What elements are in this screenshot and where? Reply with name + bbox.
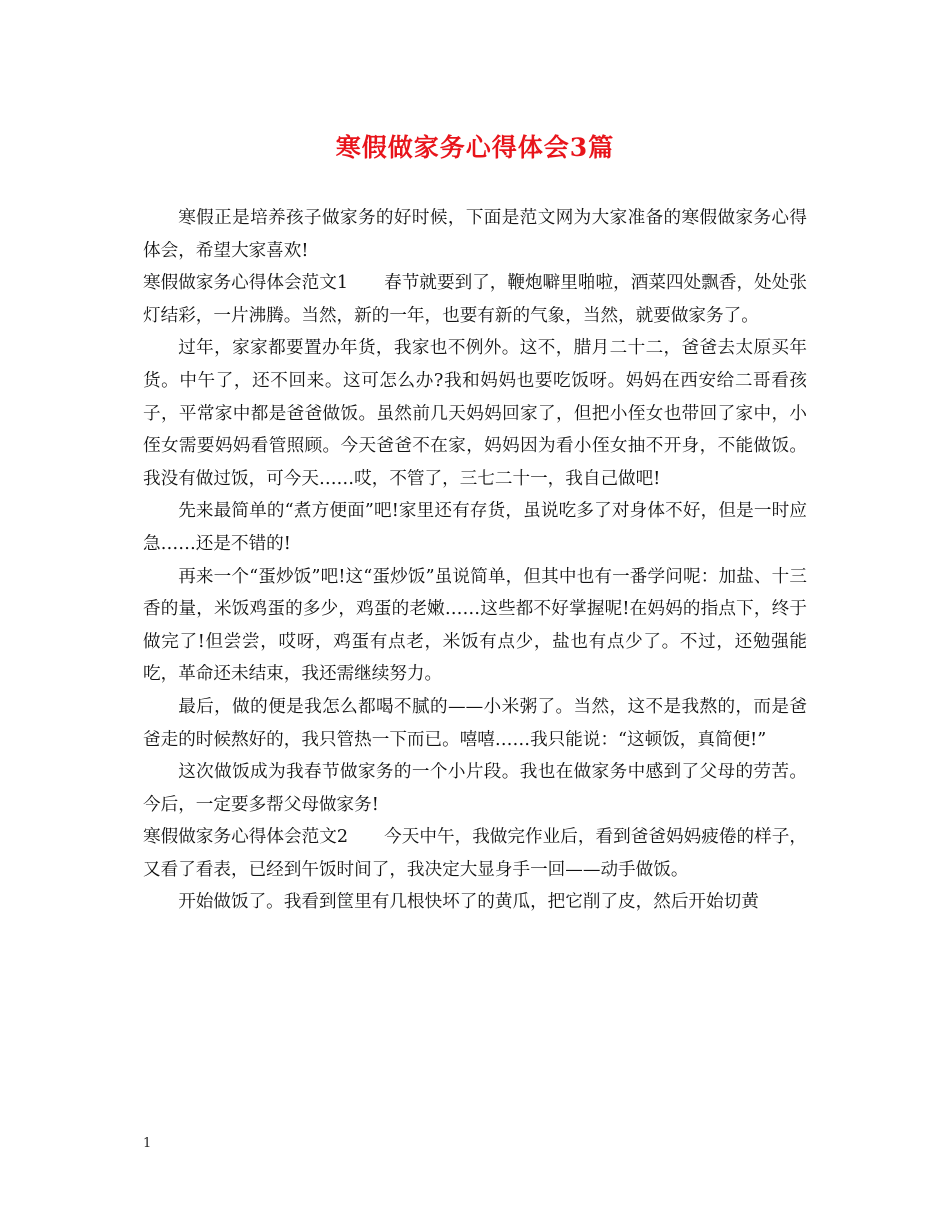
body-paragraph: 这次做饭成为我春节做家务的一个小片段。我也在做家务中感到了父母的劳苦。今后，一定要多帮父母做家务! [143, 762, 807, 815]
body-paragraph: 开始做饭了。我看到筐里有几根快坏了的黄瓜，把它削了皮，然后开始切黄 [178, 892, 759, 913]
document-title: 寒假做家务心得体会3篇 [335, 133, 615, 162]
body-paragraph: 最后，做的便是我怎么都喝不腻的——小米粥了。当然，这不是我熬的，而是爸爸走的时候熬好的，我只管热一下而已。嘻嘻……我只能说：“这顿饭，真简便!” [143, 696, 807, 750]
body-paragraph: 再来一个“蛋炒饭”吧!这“蛋炒饭”虽说简单，但其中也有一番学问呢：加盐、十三香的量，米饭鸡蛋的多少，鸡蛋的老嫩……这些都不好掌握呢!在妈妈的指点下，终于做完了!但尝尝，哎呀，鸡蛋有点老，米饭有点少，盐也有点少了。不过，还勉强能吃，革命还未结束，我还需继续努力。 [143, 566, 807, 685]
document-body [143, 202, 807, 919]
intro-paragraph: 寒假正是培养孩子做家务的好时候，下面是范文网为大家准备的寒假做家务心得体会，希望大家喜欢! [143, 208, 807, 261]
section-1-lead: 春节就要到了，鞭炮噼里啪啦，酒菜四处飘香，处处张灯结彩，一片沸腾。当然，新的一年，也要有新的气象，当然，就要做家务了。 [143, 273, 807, 326]
section-2-heading: 寒假做家务心得体会范文2 [143, 827, 349, 848]
section-2-paragraph [143, 821, 807, 886]
body-paragraph: 先来最简单的“煮方便面”吧!家里还有存货，虽说吃多了对身体不好，但是一时应急……还是不错的! [143, 501, 807, 554]
section-1-paragraph [143, 267, 807, 332]
section-1-heading: 寒假做家务心得体会范文1 [143, 273, 349, 294]
body-paragraph: 过年，家家都要置办年货，我家也不例外。这不，腊月二十二，爸爸去太原买年货。中午了，还不回来。这可怎么办?我和妈妈也要吃饭呀。妈妈在西安给二哥看孩子，平常家中都是爸爸做饭。虽然前几天妈妈回家了，但把小侄女也带回了家中，小侄女需要妈妈看管照顾。今天爸爸不在家，妈妈因为看小侄女抽不开身，不能做饭。我没有做过饭，可今天……哎，不管了，三七二十一，我自己做吧! [143, 338, 807, 489]
page-number: 1 [143, 1136, 152, 1151]
section-2-lead: 今天中午，我做完作业后，看到爸爸妈妈疲倦的样子，又看了看表，已经到午饭时间了，我决定大显身手一回——动手做饭。 [143, 827, 807, 880]
